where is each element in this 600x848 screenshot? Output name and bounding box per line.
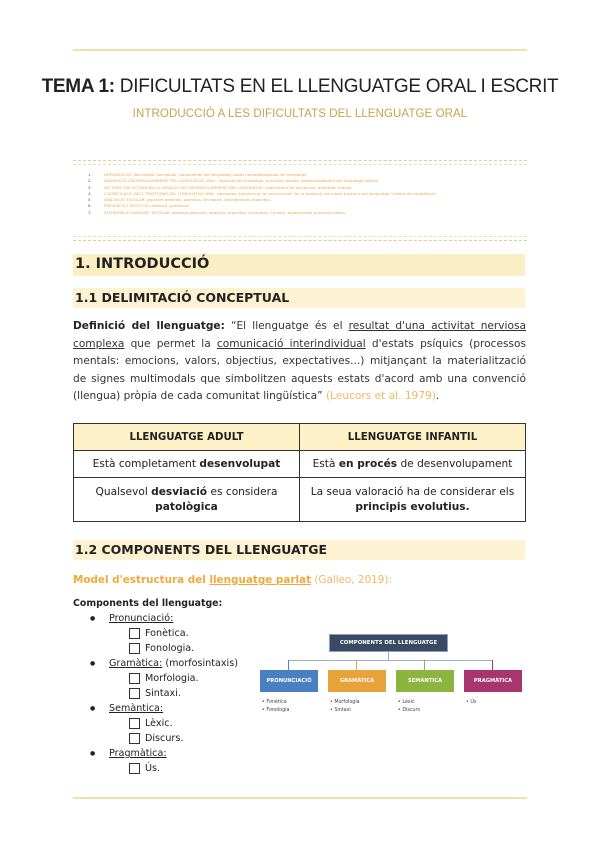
toc-text: PREVENCIÓ I DETECCIÓ: detecció, prevenció. xyxy=(104,203,190,209)
table-cell xyxy=(300,451,526,478)
checklist-item-label: Fonologia. xyxy=(145,643,195,654)
table-header-adult: LLENGUATGE ADULT xyxy=(74,424,300,451)
table-row xyxy=(74,451,526,478)
toc-number: 3. xyxy=(88,184,92,190)
model-caption-text: Model d'estructura del xyxy=(73,574,210,586)
cell-emphasis: patològica xyxy=(155,500,218,513)
diagram-box: PRAGMÀTICA xyxy=(464,670,522,692)
top-rule xyxy=(73,49,527,51)
diagram-items xyxy=(398,699,420,715)
checkbox[interactable] xyxy=(129,673,140,684)
list-item xyxy=(73,746,238,761)
table-cell xyxy=(74,451,300,478)
definition-text: d'estats psíquics (processos mentals: emocions, valors, objectius, expectatives...) mitjançant la materialització de signes multimodals que simbolitzen aquests estats d'acord amb una convenció (llengua) pròpia de cada comunitat lingüística” xyxy=(73,337,527,402)
diagram-item: • Discurs xyxy=(398,708,421,713)
checkbox[interactable] xyxy=(129,763,140,774)
list-item xyxy=(73,611,238,626)
component-label: Pronunciació: xyxy=(109,613,174,624)
components-diagram xyxy=(250,630,525,750)
checklist-item-label: Sintaxi. xyxy=(145,688,181,699)
cell-text: es considera xyxy=(207,485,278,498)
checkbox[interactable] xyxy=(129,733,140,744)
checklist-item xyxy=(73,626,238,641)
checklist-item-label: Lèxic. xyxy=(145,718,173,729)
checkbox[interactable] xyxy=(129,643,140,654)
list-item xyxy=(73,656,238,671)
definition-label: Definició del llenguatge: xyxy=(73,320,225,332)
component-label: Semàntica: xyxy=(109,703,164,714)
toc-number: 6. xyxy=(88,203,92,209)
definition-emphasis: resultat d'una activitat nerviosa complexa xyxy=(73,320,526,350)
diagram-items xyxy=(330,699,360,715)
cell-emphasis: desenvolupat xyxy=(199,457,281,470)
checkbox[interactable] xyxy=(129,688,140,699)
diagram-item: • Lèxic xyxy=(398,700,415,705)
model-caption-emphasis: llenguatge parlat xyxy=(209,574,312,586)
diagram-item: • Morfologia xyxy=(330,700,360,705)
diagram-item: • Ús xyxy=(466,700,477,705)
model-caption xyxy=(73,574,392,586)
page-subtitle: INTRODUCCIÓ A LES DIFICULTATS DEL LLENGUATGE ORAL xyxy=(132,108,468,120)
diagram-box: GRAMÀTICA xyxy=(328,670,386,692)
diagram-connector xyxy=(288,660,493,661)
definition-text: que permet la xyxy=(124,337,217,350)
toc-number: 7. xyxy=(88,209,92,215)
cell-text: de desenvolupament xyxy=(397,457,513,470)
toc-text: AVALUACIÓ ESCOLAR: aspectes generals, objectius, tècniques, procediments específics. xyxy=(104,197,272,203)
toc-text: INTRODUCCIÓ: delimitació conceptual, components del llenguatge, bases neurobiològiques del llenguatge. xyxy=(104,172,308,177)
model-citation: (Galleo, 2019): xyxy=(311,574,392,586)
diagram-items xyxy=(262,699,289,715)
toc-text: FACTORS QUE ACTUEN EN LA VARIACIÓ DEL DESENVOLUPAMENT DEL LLENGUATGE: implicacions de les teories, diversitat cultural. xyxy=(104,184,353,190)
diagram-item: • Sintaxi xyxy=(330,708,351,713)
table-cell xyxy=(74,478,300,522)
checklist-item-label: Fonètica. xyxy=(145,628,189,639)
list-item xyxy=(73,701,238,716)
diagram-connector xyxy=(388,651,389,660)
diagram-item: • Fonètica xyxy=(262,700,287,705)
toc-number: 5. xyxy=(88,197,92,203)
toc-number: 1. xyxy=(88,172,92,177)
cell-emphasis: desviació xyxy=(151,485,208,498)
definition-emphasis: comunicació interindividual xyxy=(216,337,366,350)
diagram-box: SEMÀNTICA xyxy=(396,670,454,692)
subsection-heading-components: 1.2 COMPONENTS DEL LLENGUATGE xyxy=(73,540,525,560)
checkbox[interactable] xyxy=(129,628,140,639)
table-header-child: LLENGUATGE INFANTIL xyxy=(300,424,526,451)
cell-text: Qualsevol xyxy=(95,485,152,498)
definition-citation: (Leucors et al. 1979) xyxy=(325,390,436,402)
diagram-connector xyxy=(288,660,289,670)
components-list xyxy=(73,611,238,776)
toc-item[interactable] xyxy=(88,210,518,216)
cell-emphasis: en procés xyxy=(338,457,398,470)
toc-text: CLASSIFICACIÓ DELS TRASTORNS DEL LLENGUATGE ORAL: conceptes, trastorns en la comunicació i en la sensació, principals trastorns del llenguatge i criteris de classificació. xyxy=(104,190,437,196)
definition-text: . xyxy=(435,390,440,402)
cell-text: La seua valoració ha de considerar els xyxy=(310,485,515,498)
toc-number: 4. xyxy=(88,190,92,196)
component-note: (morfosintaxis) xyxy=(162,658,238,669)
checklist-item-label: Discurs. xyxy=(145,733,184,744)
diagram-box: PRONUNCIACIÓ xyxy=(260,670,318,692)
bottom-rule xyxy=(73,797,527,799)
page-title xyxy=(0,76,600,98)
subsection-heading-delimitation: 1.1 DELIMITACIÓ CONCEPTUAL xyxy=(73,288,525,308)
checklist-item xyxy=(73,686,238,701)
component-label: Pragmàtica: xyxy=(109,748,167,759)
checklist-item xyxy=(73,641,238,656)
diagram-connector xyxy=(492,660,493,670)
checklist-item xyxy=(73,731,238,746)
diagram-connector xyxy=(424,660,425,670)
section-heading-introduction: 1. INTRODUCCIÓ xyxy=(73,254,525,276)
checklist-item xyxy=(73,671,238,686)
toc-text: INTERVENCIÓ FAMILIAR I ESCOLAR: aspectes generals, objectius específics, el context i l'entorn, enfocaments principals bàsics. xyxy=(104,209,347,215)
checklist-item-label: Morfologia. xyxy=(145,673,199,684)
title-prefix: TEMA 1: xyxy=(41,76,115,97)
components-title: Components del llenguatge: xyxy=(73,598,223,609)
toc-number: 2. xyxy=(88,178,92,184)
table-of-contents xyxy=(88,172,518,216)
checkbox[interactable] xyxy=(129,718,140,729)
checklist-item xyxy=(73,761,238,776)
cell-text: Està xyxy=(312,457,339,470)
diagram-item: • Fonologia xyxy=(262,708,290,713)
checklist-item-label: Ús. xyxy=(145,763,161,774)
table-cell xyxy=(300,478,526,522)
cell-text: Està completament xyxy=(92,457,200,470)
table-row xyxy=(74,478,526,522)
diagram-connector xyxy=(356,660,357,670)
component-label: Gramàtica: xyxy=(109,658,163,669)
definition-paragraph xyxy=(73,318,526,406)
diagram-items xyxy=(466,699,476,707)
comparison-table xyxy=(73,423,526,522)
toc-text: ADQUISICIÓ I DESENVOLUPAMENT DEL LLENGUATGE ORAL: l'aparició del llenguatge, principals teories, desenvolupament del llenguatge infantil. xyxy=(104,178,380,184)
checklist-item xyxy=(73,716,238,731)
cell-emphasis: principis evolutius. xyxy=(355,500,470,513)
diagram-root-box: COMPONENTS DEL LLENGUATGE xyxy=(330,635,447,651)
definition-text: “El llenguatge és el xyxy=(224,320,349,332)
title-text: DIFICULTATS EN EL LLENGUATGE ORAL I ESCRIT xyxy=(114,76,559,97)
